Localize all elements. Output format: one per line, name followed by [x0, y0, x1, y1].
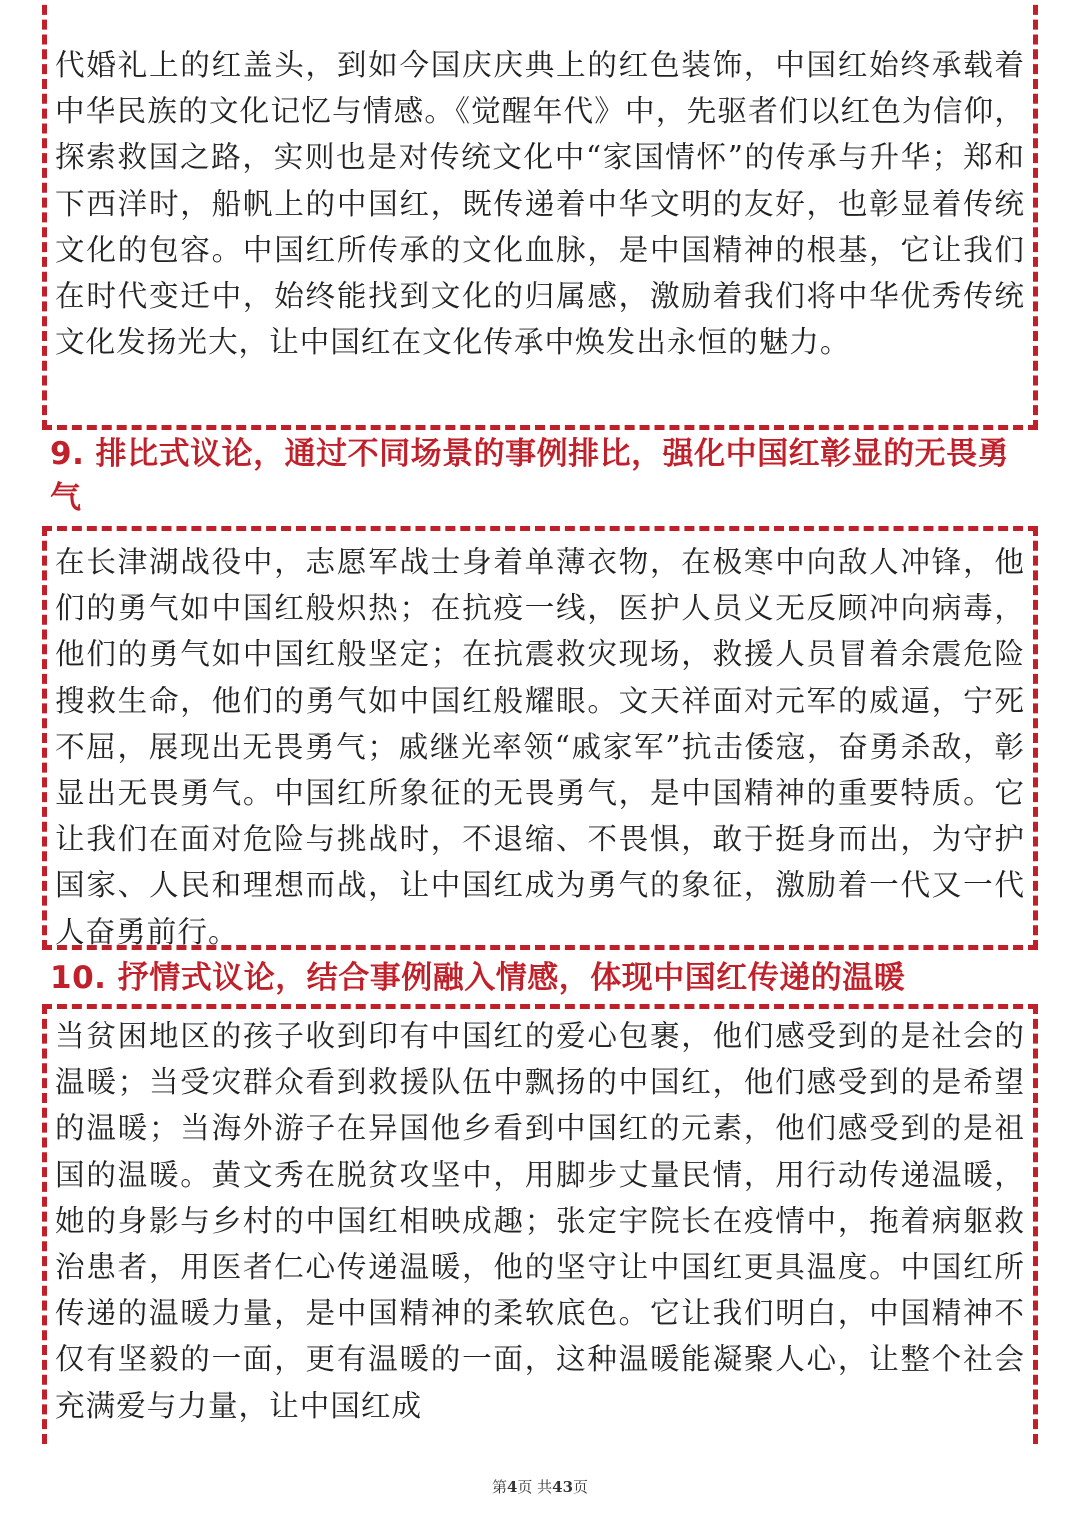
section-10-body: 当贫困地区的孩子收到印有中国红的爱心包裹，他们感受到的是社会的温暖；当受灾群众看到救援队伍中飘扬的中国红，他们感受到的是希望的温暖；当海外游子在异国他乡看到中国红的元素，他们感受到的是祖国的温暖。黄文秀在脱贫攻坚中，用脚步丈量民情，用行动传递温暖，她的身影与乡村的中国红相映成趣；张定宇院长在疫情中，拖着病躯救治患者，用医者仁心传递温暖，他的坚守让中国红更具温度。中国红所传递的温暖力量，是中国精神的柔软底色。它让我们明白，中国精神不仅有坚毅的一面，更有温暖的一面，这种温暖能凝聚人心，让整个社会充满爱与力量，让中国红成 — [55, 1019, 1025, 1423]
footer-total-pages: 43 — [552, 1478, 574, 1496]
footer-page-number: 4 — [506, 1478, 518, 1496]
footer-suffix: 页 — [573, 1478, 589, 1496]
footer-middle: 页 共 — [517, 1478, 553, 1496]
section-9-frame — [42, 526, 1038, 950]
section-10-heading: 10. 抒情式议论，结合事例融入情感，体现中国红传递的温暖 — [50, 960, 906, 996]
footer-prefix: 第 — [491, 1478, 507, 1496]
page-footer — [0, 1476, 1080, 1497]
section-9-heading: 9. 排比式议论，通过不同场景的事例排比，强化中国红彰显的无畏勇气 — [50, 436, 1010, 516]
section-10-frame — [42, 1004, 1038, 1444]
section-9-body: 在长津湖战役中，志愿军战士身着单薄衣物，在极寒中向敌人冲锋，他们的勇气如中国红般炽热；在抗疫一线，医护人员义无反顾冲向病毒，他们的勇气如中国红般坚定；在抗震救灾现场，救援人员冒着余震危险搜救生命，他们的勇气如中国红般耀眼。文天祥面对元军的威逼，宁死不屈，展现出无畏勇气；戚继光率领“戚家军”抗击倭寇，奋勇杀敌，彰显出无畏勇气。中国红所象征的无畏勇气，是中国精神的重要特质。它让我们在面对危险与挑战时，不退缩、不畏惧，敢于挺身而出，为守护国家、人民和理想而战，让中国红成为勇气的象征，激励着一代又一代人奋勇前行。 — [55, 545, 1025, 949]
section-8-body: 代婚礼上的红盖头，到如今国庆庆典上的红色装饰，中国红始终承载着中华民族的文化记忆与情感。《觉醒年代》中，先驱者们以红色为信仰，探索救国之路，实则也是对传统文化中“家国情怀”的传承与升华；郑和下西洋时，船帆上的中国红，既传递着中华文明的友好，也彰显着传统文化的包容。中国红所传承的文化血脉，是中国精神的根基，它让我们在时代变迁中，始终能找到文化的归属感，激励着我们将中华优秀传统文化发扬光大，让中国红在文化传承中焕发出永恒的魅力。 — [55, 48, 1025, 360]
section-8-frame — [42, 0, 1038, 430]
